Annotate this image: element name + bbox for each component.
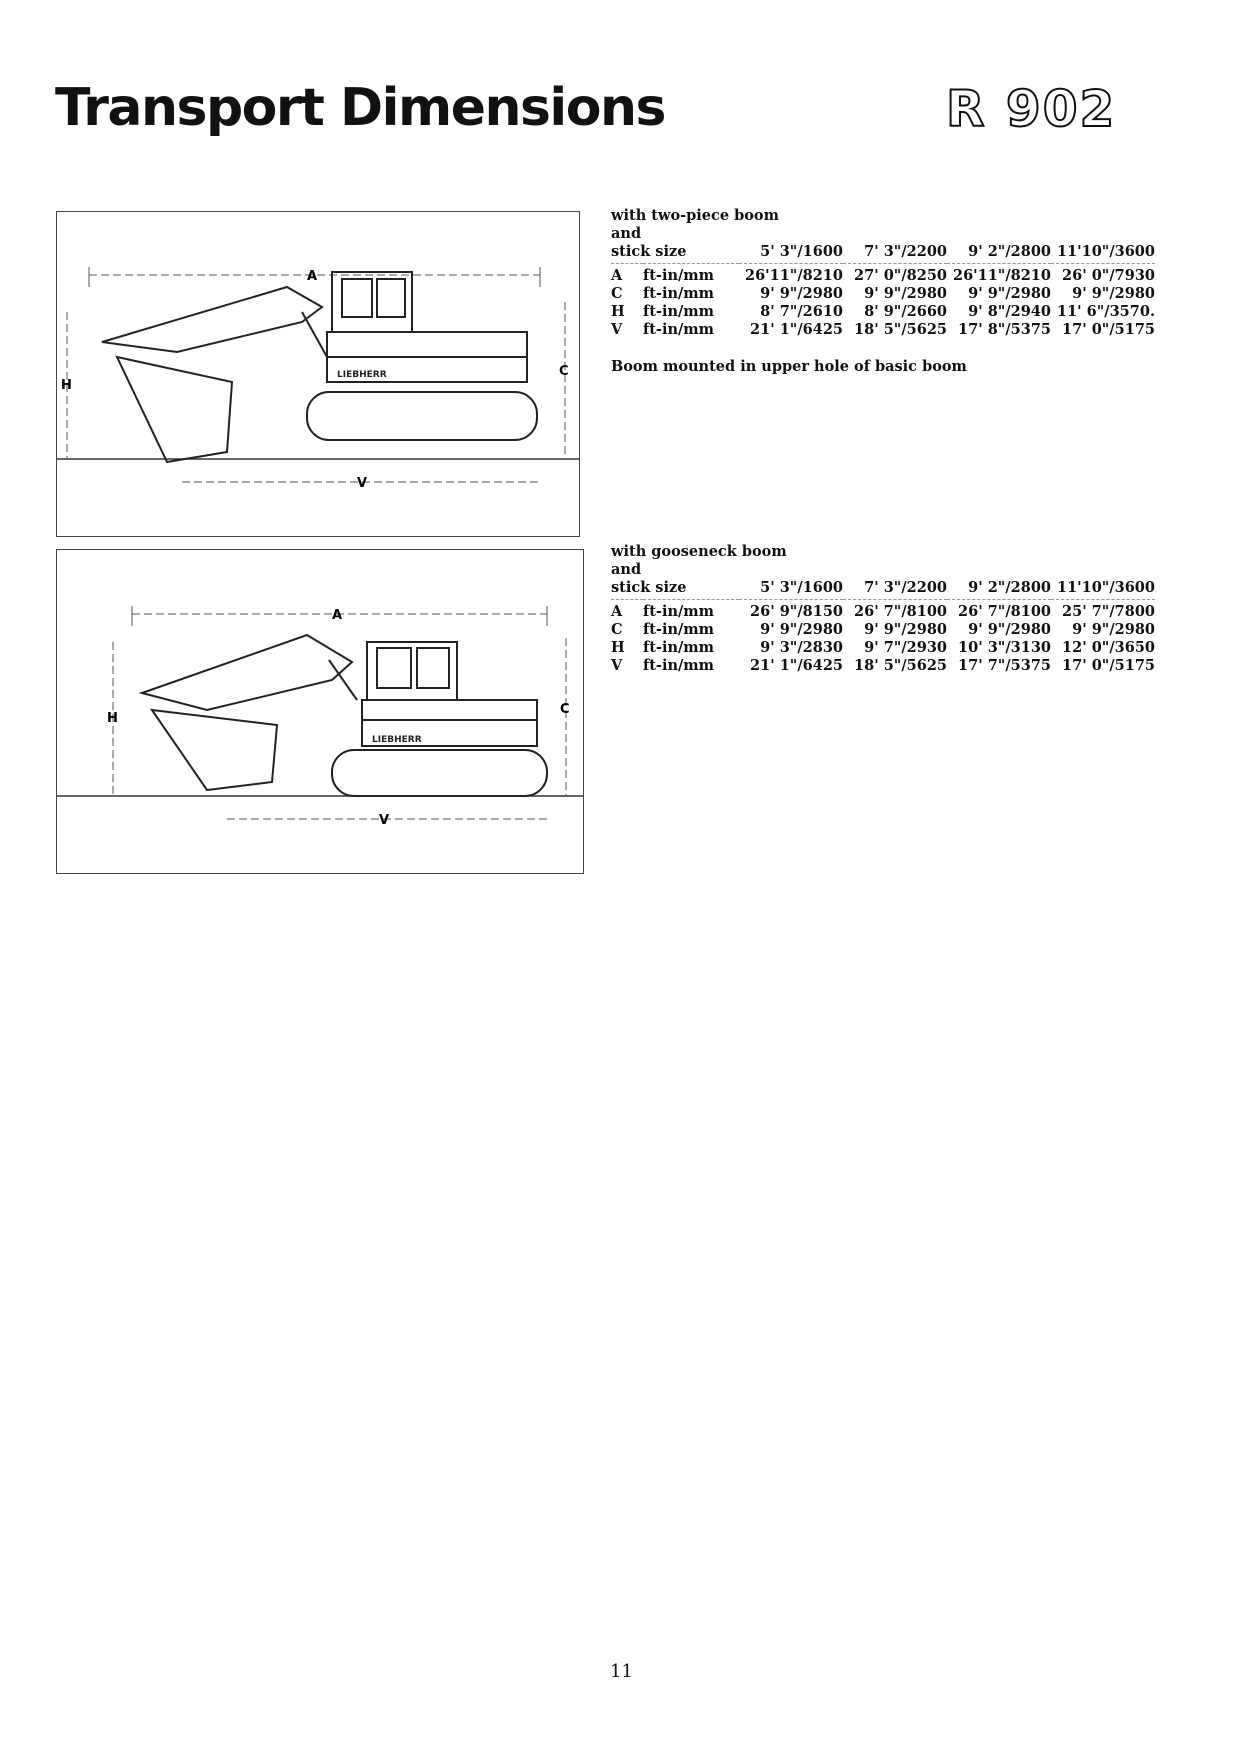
stick-size-label: stick size [611,579,739,600]
table-row [611,657,1155,675]
table-row [611,600,1155,622]
gooseneck-spec [611,543,1155,675]
stick-size-4: 11'10"/3600 [1051,579,1155,600]
gooseneck-caption: with gooseneck boom [611,543,787,560]
cell: 9' 3"/2830 [760,639,843,656]
row-label: A [611,267,623,284]
stick-size-4: 11'10"/3600 [1051,243,1155,264]
row-unit: ft-in/mm [643,621,714,638]
cell: 9' 9"/2980 [864,285,947,302]
gooseneck-table [611,579,1155,675]
cell: 27' 0"/8250 [854,267,947,284]
table-row [611,264,1155,286]
dimension-v-label: V [357,476,368,491]
row-unit: ft-in/mm [643,303,714,320]
cell: 9' 9"/2980 [760,285,843,302]
cell: 26' 9"/8150 [750,603,843,620]
row-unit: ft-in/mm [643,267,714,284]
row-label: H [611,303,625,320]
dimension-a-label: A [332,608,343,623]
page-number: 11 [610,1661,633,1682]
cell: 9' 7"/2930 [864,639,947,656]
stick-size-3: 9' 2"/2800 [947,243,1051,264]
cell: 17' 0"/5175 [1062,657,1155,674]
dimension-v-label: V [379,813,390,828]
model-logo: R 902 [946,80,1117,138]
stick-size-1: 5' 3"/1600 [739,243,843,264]
boom-mount-note: Boom mounted in upper hole of basic boom [611,358,967,375]
row-label: C [611,285,623,302]
cell: 11' 6"/3570. [1056,303,1155,320]
stick-size-label: stick size [611,243,739,264]
gooseneck-boom-figure [56,549,584,874]
table-row [611,285,1155,303]
cell: 18' 5"/5625 [854,321,947,338]
stick-size-2: 7' 3"/2200 [843,243,947,264]
dimension-h-label: H [61,378,72,393]
cell: 21' 1"/6425 [750,321,843,338]
cell: 17' 0"/5175 [1062,321,1155,338]
two-piece-table [611,243,1155,339]
row-unit: ft-in/mm [643,639,714,656]
dimension-a-label: A [307,269,318,284]
two-piece-boom-figure [56,211,580,537]
cell: 18' 5"/5625 [854,657,947,674]
dimension-c-label: C [560,702,570,717]
cell: 9' 9"/2980 [1072,285,1155,302]
table-header-row [611,243,1155,264]
table-row [611,639,1155,657]
cell: 9' 9"/2980 [968,285,1051,302]
row-label: V [611,321,623,338]
cell: 26'11"/8210 [744,267,843,284]
page-title: Transport Dimensions [55,78,665,138]
cell: 26' 7"/8100 [854,603,947,620]
row-label: A [611,603,623,620]
cell: 26'11"/8210 [952,267,1051,284]
two-piece-boom-drawing [57,212,579,536]
two-piece-caption: with two-piece boom [611,207,779,224]
cell: 17' 7"/5375 [958,657,1051,674]
stick-size-3: 9' 2"/2800 [947,579,1051,600]
table-row [611,621,1155,639]
cell: 26' 0"/7930 [1062,267,1155,284]
row-label: C [611,621,623,638]
two-piece-caption-and: and [611,225,642,242]
cell: 9' 9"/2980 [864,621,947,638]
machine-lettering: LIEBHERR [337,370,387,380]
row-label: H [611,639,625,656]
table-row [611,303,1155,321]
row-unit: ft-in/mm [643,285,714,302]
row-label: V [611,657,623,674]
cell: 25' 7"/7800 [1062,603,1155,620]
cell: 8' 9"/2660 [864,303,947,320]
dimension-h-label: H [107,711,118,726]
gooseneck-caption-and: and [611,561,642,578]
cell: 9' 9"/2980 [1072,621,1155,638]
table-row [611,321,1155,339]
stick-size-1: 5' 3"/1600 [739,579,843,600]
cell: 12' 0"/3650 [1062,639,1155,656]
machine-lettering: LIEBHERR [372,735,422,745]
cell: 8' 7"/2610 [760,303,843,320]
cell: 9' 8"/2940 [968,303,1051,320]
two-piece-spec [611,207,1155,339]
dimension-c-label: C [559,364,569,379]
row-unit: ft-in/mm [643,657,714,674]
cell: 10' 3"/3130 [958,639,1051,656]
cell: 21' 1"/6425 [750,657,843,674]
table-header-row [611,579,1155,600]
stick-size-2: 7' 3"/2200 [843,579,947,600]
cell: 26' 7"/8100 [958,603,1051,620]
row-unit: ft-in/mm [643,321,714,338]
cell: 9' 9"/2980 [968,621,1051,638]
cell: 9' 9"/2980 [760,621,843,638]
row-unit: ft-in/mm [643,603,714,620]
cell: 17' 8"/5375 [958,321,1051,338]
gooseneck-boom-drawing [57,550,583,873]
